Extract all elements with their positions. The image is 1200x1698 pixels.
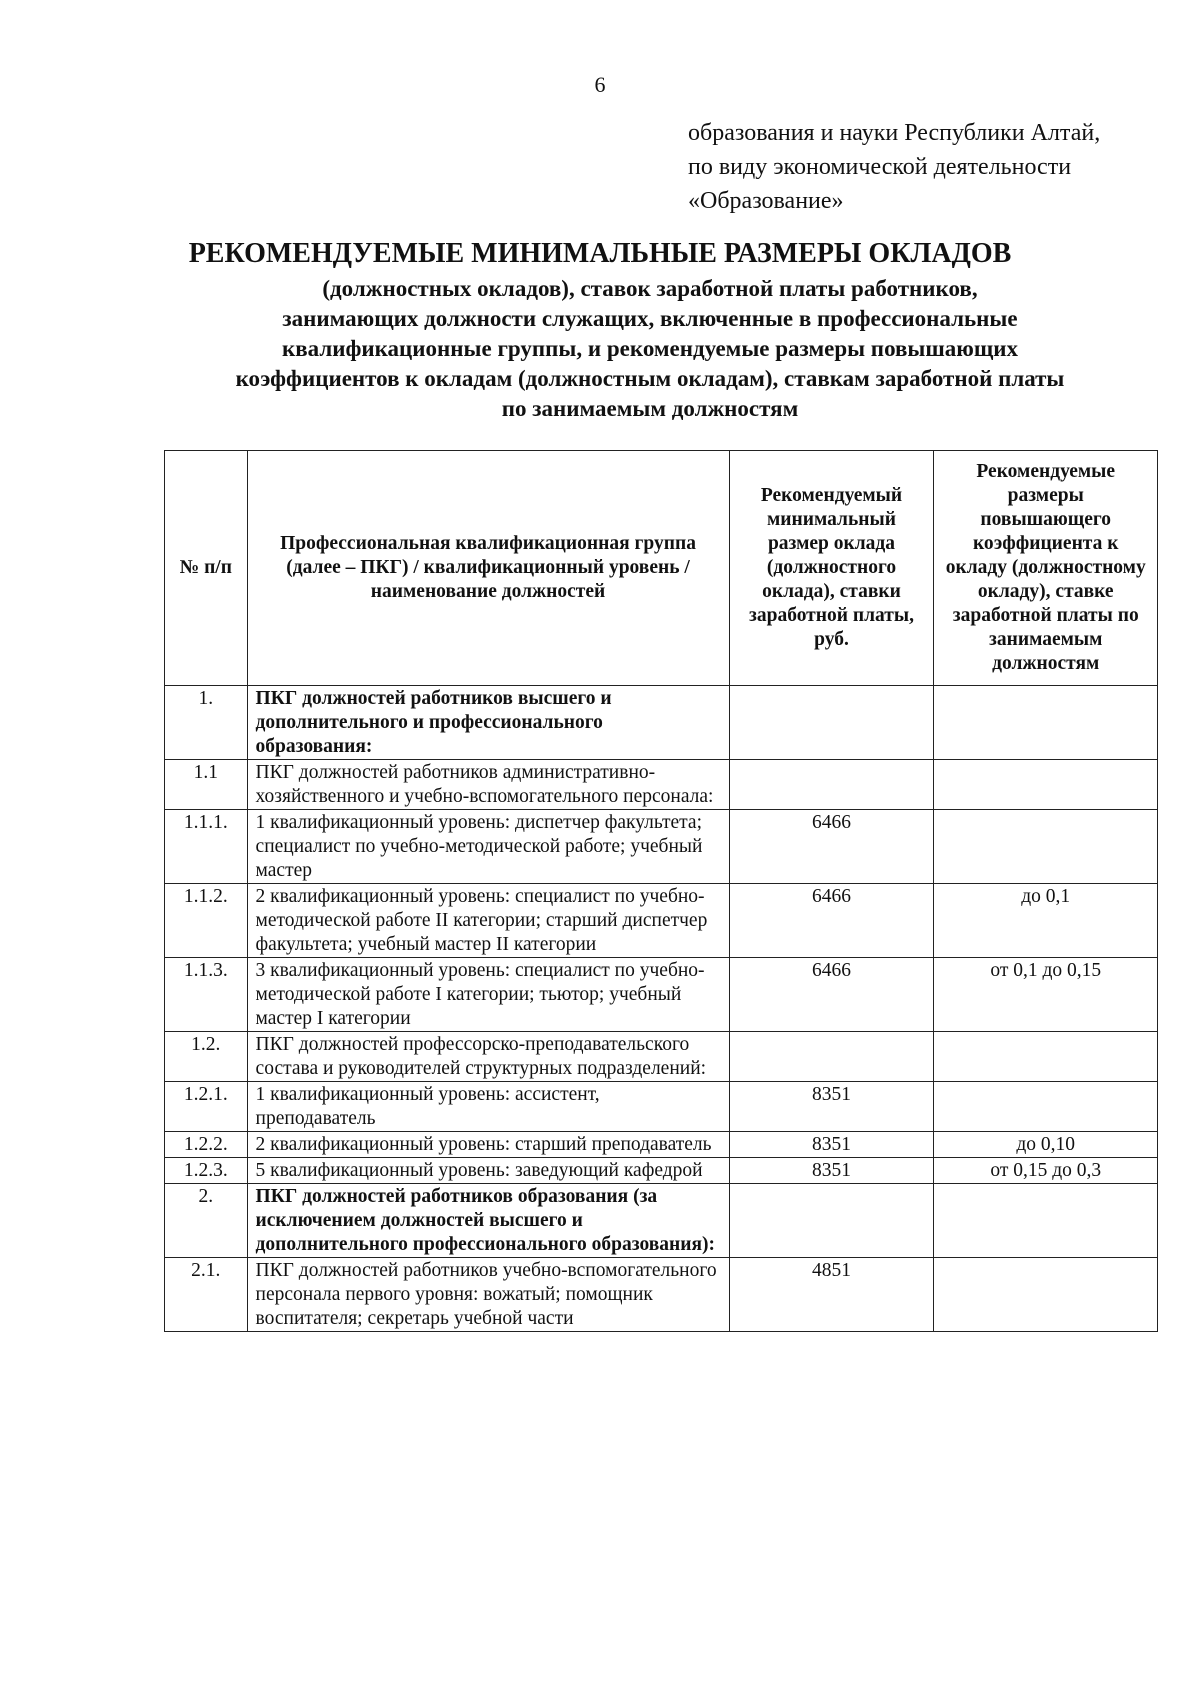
row-num: 1. (165, 686, 248, 760)
header-line: образования и науки Республики Алтай, (688, 120, 1101, 146)
row-coef (934, 1258, 1158, 1332)
row-name: 2 квалификационный уровень: старший преподаватель (247, 1132, 729, 1158)
salary-table (164, 450, 1158, 1332)
row-num: 1.2.3. (165, 1158, 248, 1184)
table-row (165, 1132, 1158, 1158)
header-salary: Рекомендуемый минимальный размер оклада (должностного оклада), ставки заработной платы, руб. (729, 451, 934, 686)
subtitle-line: квалификационные группы, и рекомендуемые размеры повышающих (281, 336, 1019, 361)
row-salary (729, 686, 934, 760)
row-num: 1.1.2. (165, 884, 248, 958)
table-header-row (165, 451, 1158, 686)
row-coef (934, 686, 1158, 760)
row-salary: 6466 (729, 810, 934, 884)
row-name: ПКГ должностей работников административно-хозяйственного и учебно-вспомогательного персонала: (247, 760, 729, 810)
row-num: 1.2.1. (165, 1082, 248, 1132)
row-coef: до 0,1 (934, 884, 1158, 958)
table-row (165, 760, 1158, 810)
row-name: 1 квалификационный уровень: ассистент, преподаватель (247, 1082, 729, 1132)
row-salary: 6466 (729, 958, 934, 1032)
row-name: ПКГ должностей работников образования (за исключением должностей высшего и дополнительного профессионального образования): (247, 1184, 729, 1258)
row-name: ПКГ должностей профессорско-преподавательского состава и руководителей структурных подразделений: (247, 1032, 729, 1082)
row-name: 5 квалификационный уровень: заведующий кафедрой (247, 1158, 729, 1184)
row-coef (934, 760, 1158, 810)
subtitle-line: (должностных окладов), ставок заработной платы работников, (322, 276, 978, 301)
row-salary: 8351 (729, 1158, 934, 1184)
subtitle-line: занимающих должности служащих, включенные в профессиональные (282, 306, 1018, 331)
row-name: 2 квалификационный уровень: специалист по учебно-методической работе II категории; старший диспетчер факультета; учебный мастер II категории (247, 884, 729, 958)
row-num: 1.1.1. (165, 810, 248, 884)
row-salary: 4851 (729, 1258, 934, 1332)
row-salary: 8351 (729, 1082, 934, 1132)
row-num: 2. (165, 1184, 248, 1258)
table-row (165, 1032, 1158, 1082)
table-row (165, 686, 1158, 760)
row-num: 1.1.3. (165, 958, 248, 1032)
row-salary (729, 1184, 934, 1258)
row-coef (934, 1184, 1158, 1258)
header-line: по виду экономической деятельности (688, 154, 1072, 180)
table-row (165, 1158, 1158, 1184)
table-row (165, 958, 1158, 1032)
subtitle-line: коэффициентов к окладам (должностным окладам), ставкам заработной платы (235, 366, 1065, 391)
subtitle-line: по занимаемым должностям (501, 396, 799, 421)
row-num: 1.1 (165, 760, 248, 810)
table-row (165, 1258, 1158, 1332)
header-line: «Образование» (688, 188, 844, 214)
row-coef (934, 810, 1158, 884)
row-num: 1.2. (165, 1032, 248, 1082)
row-coef (934, 1032, 1158, 1082)
document-title: РЕКОМЕНДУЕМЫЕ МИНИМАЛЬНЫЕ РАЗМЕРЫ ОКЛАДОВ (188, 238, 1012, 269)
table-row (165, 1082, 1158, 1132)
header-name: Профессиональная квалификационная группа (далее – ПКГ) / квалификационный уровень / наименование должностей (247, 451, 729, 686)
row-num: 1.2.2. (165, 1132, 248, 1158)
row-salary (729, 760, 934, 810)
page-number: 6 (594, 72, 606, 97)
row-coef: от 0,1 до 0,15 (934, 958, 1158, 1032)
table-row (165, 884, 1158, 958)
row-coef: до 0,10 (934, 1132, 1158, 1158)
header-coef: Рекомендуемые размеры повышающего коэффициента к окладу (должностному окладу), ставке заработной платы по занимаемым должностям (934, 451, 1158, 686)
document-subtitle (150, 274, 1150, 424)
table-row (165, 810, 1158, 884)
header-block (688, 116, 1168, 218)
row-salary: 6466 (729, 884, 934, 958)
row-name: ПКГ должностей работников высшего и дополнительного и профессионального образования: (247, 686, 729, 760)
row-salary: 8351 (729, 1132, 934, 1158)
row-name: 1 квалификационный уровень: диспетчер факультета; специалист по учебно-методической работе; учебный мастер (247, 810, 729, 884)
row-num: 2.1. (165, 1258, 248, 1332)
row-name: ПКГ должностей работников учебно-вспомогательного персонала первого уровня: вожатый; помощник воспитателя; секретарь учебной части (247, 1258, 729, 1332)
row-coef: от 0,15 до 0,3 (934, 1158, 1158, 1184)
table-row (165, 1184, 1158, 1258)
header-num: № п/п (165, 451, 248, 686)
row-name: 3 квалификационный уровень: специалист по учебно-методической работе I категории; тьютор; учебный мастер I категории (247, 958, 729, 1032)
row-salary (729, 1032, 934, 1082)
row-coef (934, 1082, 1158, 1132)
